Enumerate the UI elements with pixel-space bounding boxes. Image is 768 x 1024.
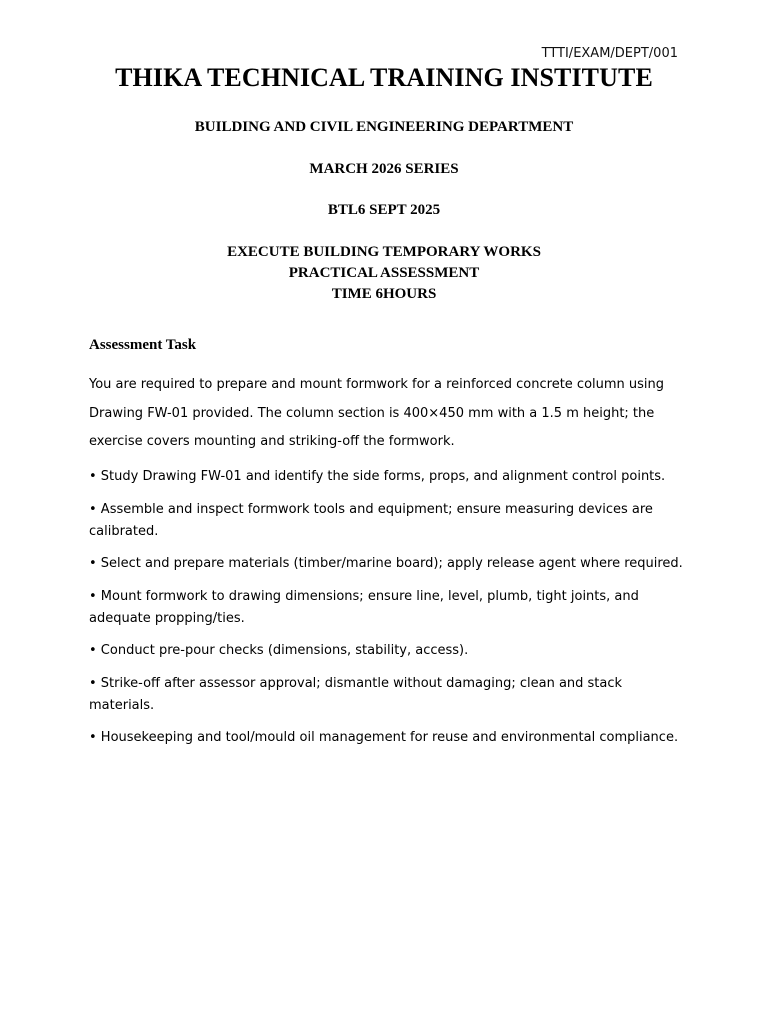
task-step: • Strike-off after assessor approval; dismantle without damaging; clean and stack materials. xyxy=(89,675,623,713)
department-heading: BUILDING AND CIVIL ENGINEERING DEPARTMENT xyxy=(194,119,574,135)
unit-title: EXECUTE BUILDING TEMPORARY WORKS xyxy=(227,244,541,260)
task-step: • Assemble and inspect formwork tools and equipment; ensure measuring devices are calibrated. xyxy=(89,501,653,539)
task-step: • Study Drawing FW-01 and identify the side forms, props, and alignment control points. xyxy=(89,469,666,484)
exam-duration: TIME 6HOURS xyxy=(331,286,437,302)
class-code: BTL6 SEPT 2025 xyxy=(327,202,441,218)
task-step: • Mount formwork to drawing dimensions; ensure line, level, plumb, tight joints, and adequate propping/ties. xyxy=(89,588,639,626)
unit-block xyxy=(0,242,768,305)
assessment-type: PRACTICAL ASSESSMENT xyxy=(288,265,480,281)
task-step: • Housekeeping and tool/mould oil management for reuse and environmental compliance. xyxy=(89,730,679,745)
document-reference: TTTI/EXAM/DEPT/001 xyxy=(541,46,678,61)
institute-title: THIKA TECHNICAL TRAINING INSTITUTE xyxy=(115,63,653,92)
task-steps-list xyxy=(89,466,689,760)
task-step: • Conduct pre-pour checks (dimensions, stability, access). xyxy=(89,643,469,658)
task-intro-paragraph: You are required to prepare and mount formwork for a reinforced concrete column using Drawing FW-01 provided. The column section is 400×450 mm with a 1.5 m height; the exercise covers mounting and striking-off the formwork. xyxy=(89,377,665,449)
task-step: • Select and prepare materials (timber/marine board); apply release agent where required. xyxy=(89,556,683,571)
assessment-task-heading: Assessment Task xyxy=(89,337,197,353)
exam-series: MARCH 2026 SERIES xyxy=(309,161,459,177)
